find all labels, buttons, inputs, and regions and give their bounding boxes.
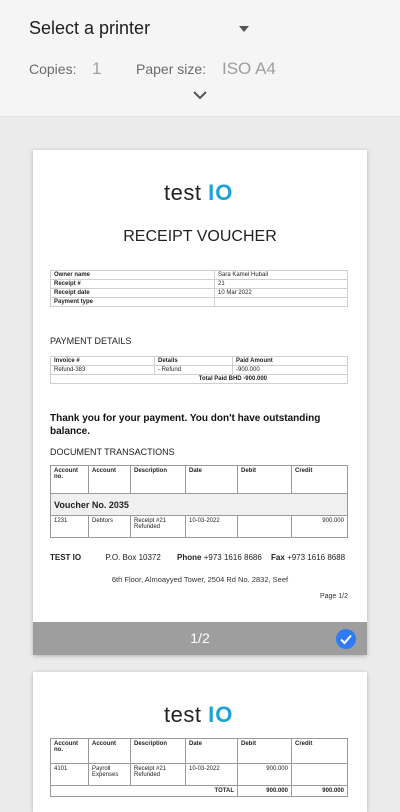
thank-you-message: Thank you for your payment. You don't have outstanding balance. [50, 413, 321, 437]
dropdown-caret-icon[interactable] [239, 26, 249, 32]
preview-page-1[interactable] [33, 150, 367, 655]
payment-details-heading: PAYMENT DETAILS [50, 336, 132, 346]
printer-select[interactable]: Select a printer [29, 18, 151, 38]
document-title: RECEIPT VOUCHER [123, 228, 277, 245]
check-icon [336, 629, 356, 649]
chevron-down-icon[interactable] [193, 90, 207, 100]
page-selected-checkbox[interactable] [336, 629, 356, 649]
page-indicator: 1/2 [190, 630, 210, 646]
company-footer: TEST IO P.O. Box 10372 Phone +973 1616 8686 Fax +973 1616 8688 [50, 553, 346, 562]
transactions-table: Account no. Account Description Date Debit Credit Voucher No. 2035 1231 Debtors Receipt #21 Refunded 10-03-2022 900.000 [50, 465, 348, 538]
copies-label: Copies: [29, 61, 77, 77]
payment-details-table: Invoice # Details Paid Amount Refund-383 - Refund -900.000 Total Paid BHD -900.000 [50, 356, 348, 384]
page-selection-bar[interactable] [33, 622, 367, 655]
paper-size-label: Paper size: [136, 61, 207, 77]
paper-size-select[interactable]: ISO A4 [222, 59, 276, 78]
receipt-info-table: Owner name Sara Kamel Hubail Receipt # 21 Receipt date 10 Mar 2022 Payment type [50, 270, 348, 307]
test-io-logo: test IO [164, 180, 234, 205]
page-number: Page 1/2 [319, 593, 348, 600]
transactions-table-continued: Account no. Account Description Date Debit Credit 4101 Payroll Expenses Receipt #21 Refunded 10-03-2022 900.000 TOTAL 900.000 900.000 [50, 738, 348, 797]
test-io-logo: test IO [164, 702, 234, 727]
copies-input[interactable]: 1 [92, 59, 102, 78]
preview-page-2[interactable] [33, 672, 367, 812]
document-transactions-heading: DOCUMENT TRANSACTIONS [50, 447, 175, 457]
company-address: 6th Floor, Almoayyed Tower, 2504 Rd No. 2832, Seef [111, 575, 289, 584]
print-options-header [0, 0, 400, 117]
